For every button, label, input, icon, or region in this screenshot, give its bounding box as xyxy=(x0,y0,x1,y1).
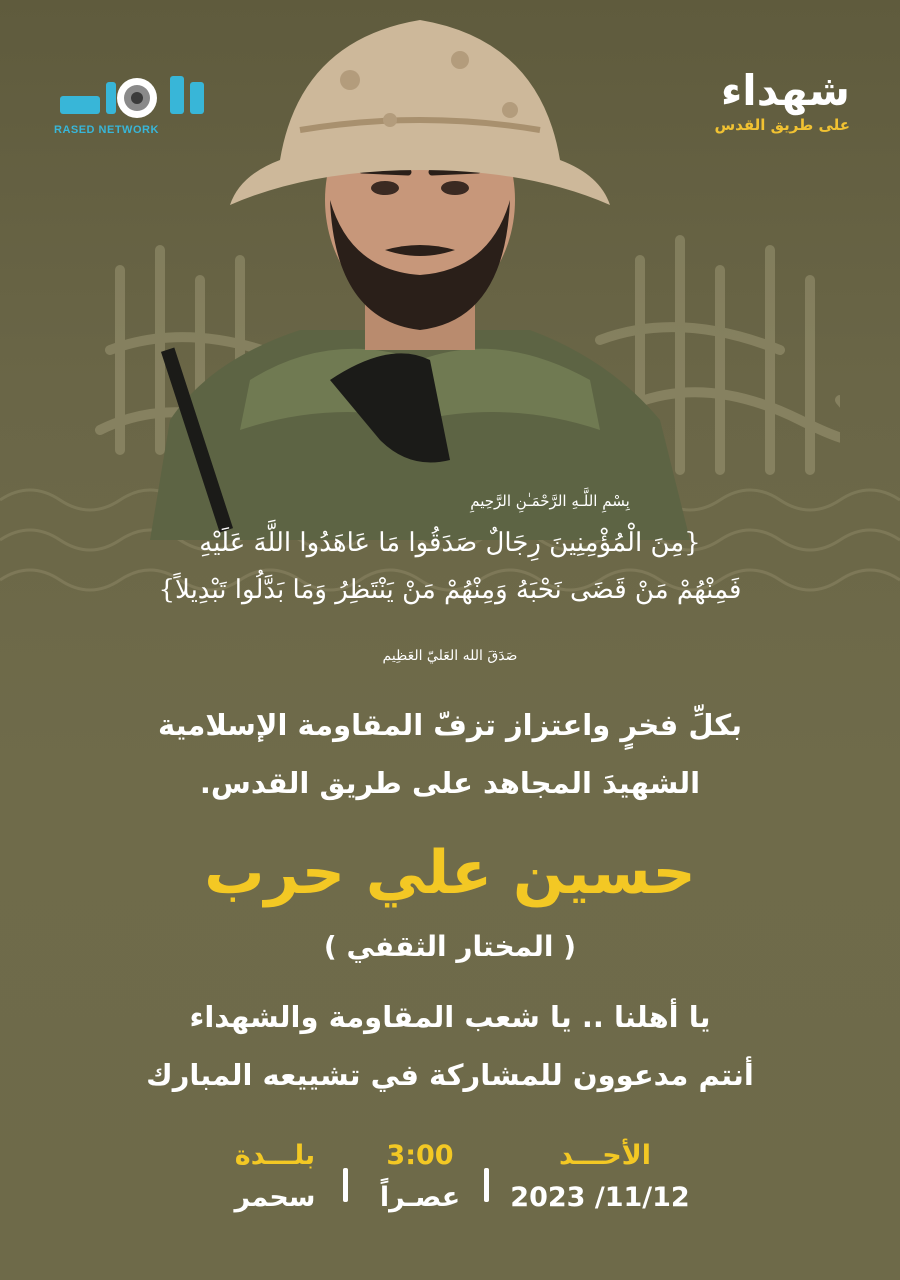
announcement-line-1: بكلِّ فخرٍ واعتزاز تزفّ المقاومة الإسلامية xyxy=(157,708,742,742)
separator xyxy=(484,1168,489,1202)
verse-line-1: {مِنَ الْمُؤْمِنِينَ رِجَالٌ صَدَقُوا مَا عَاهَدُوا اللَّهَ عَلَيْهِ xyxy=(199,528,701,558)
town-value: سحمر xyxy=(234,1182,316,1213)
shohada-subtitle: على طريق القدس xyxy=(714,116,850,134)
martyr-nickname: ( المختار الثقفي ) xyxy=(323,930,577,963)
time-value: عصـراً xyxy=(379,1182,461,1213)
shohada-logo xyxy=(690,68,850,158)
separator xyxy=(343,1168,348,1202)
sadaqa-text: صَدَقَ الله العَليّ العَظِيم xyxy=(382,648,518,664)
martyr-portrait xyxy=(130,0,700,540)
town-label: بلـــدة xyxy=(234,1140,316,1171)
basmala: بِسْمِ اللَّـهِ الرَّحْمَـٰنِ الرَّحِيمِ xyxy=(470,492,630,510)
verse-line-2: فَمِنْهُمْ مَنْ قَضَى نَحْبَهُ وَمِنْهُمْ مَنْ يَنْتَظِرُ وَمَا بَدَّلُوا تَبْدِيلاً} xyxy=(158,575,742,605)
shohada-title: شهداء xyxy=(720,66,850,115)
date-value: 2023 /11/12 xyxy=(510,1182,690,1213)
invitation-line-2: أنتم مدعوون للمشاركة في تشييعه المبارك xyxy=(146,1058,754,1092)
rased-network-logo xyxy=(52,72,212,144)
announcement-line-2: الشهيدَ المجاهد على طريق القدس. xyxy=(199,766,701,800)
day-label: الأحـــد xyxy=(558,1140,652,1171)
time-label: 3:00 xyxy=(386,1140,454,1171)
rased-logo-mark-icon xyxy=(52,72,212,122)
invitation-line-1: يا أهلنا .. يا شعب المقاومة والشهداء xyxy=(189,1000,711,1034)
martyr-name: حسين علي حرب xyxy=(204,838,696,908)
rased-logo-text: RASED NETWORK xyxy=(54,124,159,136)
